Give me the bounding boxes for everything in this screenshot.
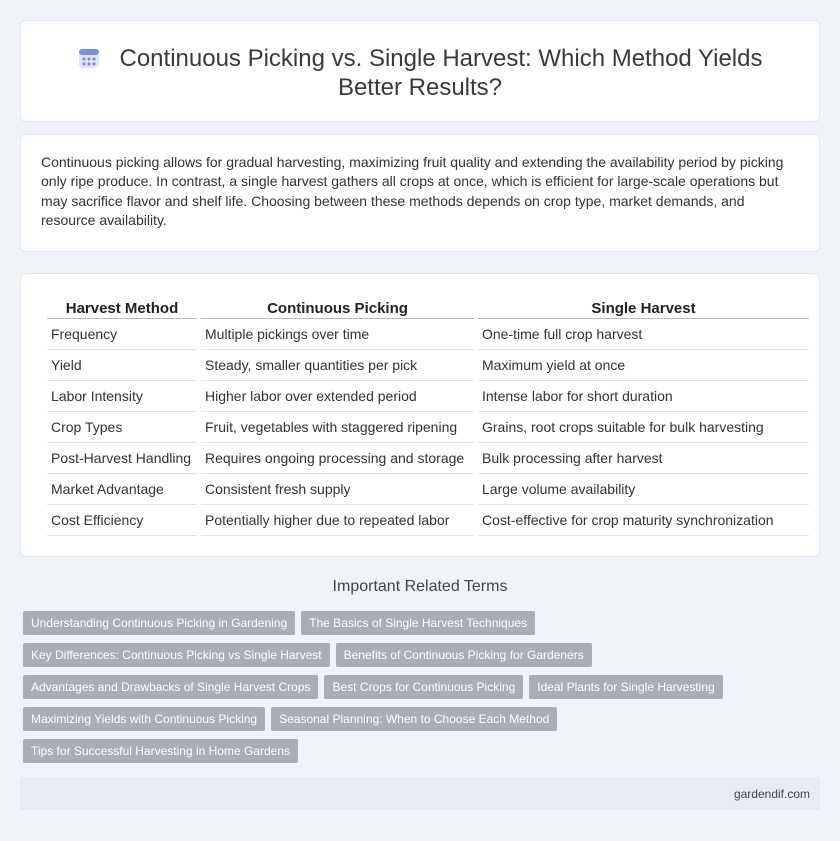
related-term-link[interactable]: Benefits of Continuous Picking for Gardeners <box>336 643 592 667</box>
footer-site-link[interactable]: gardendif.com <box>733 787 810 801</box>
row-label-cell: Cost Efficiency <box>47 505 197 536</box>
related-term-link[interactable]: Understanding Continuous Picking in Gardening <box>23 611 295 635</box>
related-term-link[interactable]: The Basics of Single Harvest Techniques <box>301 611 535 635</box>
tag-row <box>23 739 803 771</box>
table-cell: Fruit, vegetables with staggered ripening <box>201 412 474 443</box>
table-row <box>47 505 809 536</box>
tag-row <box>23 675 803 707</box>
page-title-text: Continuous Picking vs. Single Harvest: Which Method Yields Better Results? <box>119 45 763 101</box>
row-label-cell: Frequency <box>47 319 197 350</box>
table-cell: Cost-effective for crop maturity synchronization <box>478 505 809 536</box>
column-header: Single Harvest <box>478 295 809 319</box>
related-term-link[interactable]: Tips for Successful Harvesting in Home Gardens <box>23 739 298 763</box>
table-cell: Steady, smaller quantities per pick <box>201 350 474 381</box>
table-row <box>47 474 809 505</box>
intro-paragraph: Continuous picking allows for gradual harvesting, maximizing fruit quality and extending the availability period by picking only ripe produce. In contrast, a single harvest gathers all crops at once, which is efficient for large-scale operations but may sacrifice flavor and shelf life. Choosing between these methods depends on crop type, market demands, and resource availability. <box>41 154 784 228</box>
table-cell: Maximum yield at once <box>478 350 809 381</box>
row-label-cell: Yield <box>47 350 197 381</box>
table-cell: Grains, root crops suitable for bulk harvesting <box>478 412 809 443</box>
comparison-table-card <box>20 273 820 557</box>
related-terms-list <box>23 611 803 771</box>
table-row <box>47 443 809 474</box>
intro-card <box>20 134 820 252</box>
table-cell: Potentially higher due to repeated labor <box>201 505 474 536</box>
title-card <box>20 20 820 122</box>
table-row <box>47 319 809 350</box>
related-term-link[interactable]: Maximizing Yields with Continuous Picking <box>23 707 265 731</box>
page-title <box>21 44 819 102</box>
tag-row <box>23 707 803 739</box>
row-label-cell: Market Advantage <box>47 474 197 505</box>
row-label-cell: Labor Intensity <box>47 381 197 412</box>
related-term-link[interactable]: Best Crops for Continuous Picking <box>324 675 523 699</box>
related-term-link[interactable]: Seasonal Planning: When to Choose Each Method <box>271 707 557 731</box>
table-header-row <box>47 295 809 319</box>
table-row <box>47 412 809 443</box>
tag-row <box>23 611 803 643</box>
tag-row <box>23 643 803 675</box>
related-terms-heading: Important Related Terms <box>332 578 508 595</box>
column-header: Continuous Picking <box>201 295 474 319</box>
table-cell: Consistent fresh supply <box>201 474 474 505</box>
table-row <box>47 381 809 412</box>
related-term-link[interactable]: Advantages and Drawbacks of Single Harvest Crops <box>23 675 318 699</box>
table-cell: Requires ongoing processing and storage <box>201 443 474 474</box>
table-cell: Higher labor over extended period <box>201 381 474 412</box>
calendar-icon <box>78 47 100 69</box>
table-cell: Intense labor for short duration <box>478 381 809 412</box>
table-cell: Large volume availability <box>478 474 809 505</box>
related-term-link[interactable]: Key Differences: Continuous Picking vs Single Harvest <box>23 643 330 667</box>
footer <box>20 777 820 810</box>
column-header: Harvest Method <box>47 295 197 319</box>
table-cell: Multiple pickings over time <box>201 319 474 350</box>
table-cell: Bulk processing after harvest <box>478 443 809 474</box>
table-cell: One-time full crop harvest <box>478 319 809 350</box>
row-label-cell: Crop Types <box>47 412 197 443</box>
row-label-cell: Post-Harvest Handling <box>47 443 197 474</box>
related-term-link[interactable]: Ideal Plants for Single Harvesting <box>529 675 722 699</box>
comparison-table <box>43 295 813 536</box>
table-row <box>47 350 809 381</box>
